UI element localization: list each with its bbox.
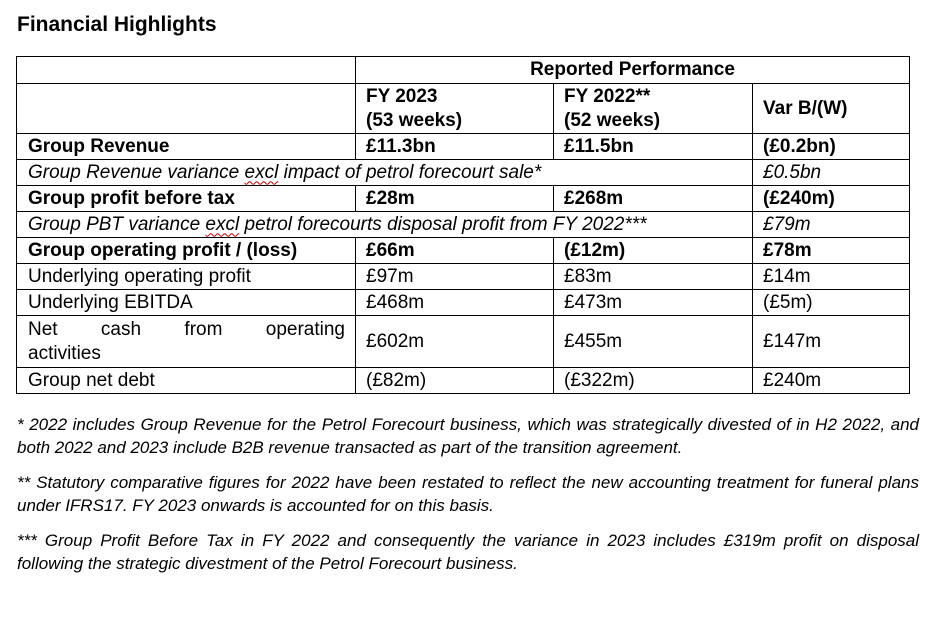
row-label-line2: activities — [28, 342, 101, 364]
table-row — [17, 368, 910, 394]
label-text: Group PBT variance — [28, 213, 206, 235]
row-label: Group net debt — [17, 368, 356, 394]
table-row — [17, 212, 910, 238]
cell-var: £147m — [753, 316, 910, 368]
row-label — [17, 160, 753, 186]
column-header-line2: (52 weeks) — [564, 109, 661, 131]
footnote-1: * 2022 includes Group Revenue for the Petrol Forecourt business, which was strategically divested of in H2 2022, and both 2022 and 2023 include B2B revenue transacted as part of the transition agreement. — [17, 415, 919, 457]
cell-var: £79m — [753, 212, 910, 238]
footnote-3: *** Group Profit Before Tax in FY 2022 and consequently the variance in 2023 includes £319m profit on disposal following the strategic divestment of the Petrol Forecourt business. — [17, 531, 919, 573]
table-row — [17, 316, 910, 368]
row-label: Group Revenue — [17, 134, 356, 160]
spellcheck-word: excl — [205, 213, 240, 235]
header-empty-cell — [17, 57, 356, 84]
cell-fy2023: £66m — [356, 238, 554, 264]
column-header-line2: (53 weeks) — [366, 109, 463, 131]
cell-var: (£240m) — [753, 186, 910, 212]
label-text: petrol forecourts disposal profit from FY 2022*** — [239, 213, 647, 235]
cell-var: (£0.2bn) — [753, 134, 910, 160]
cell-fy2023: (£82m) — [356, 368, 554, 394]
cell-fy2023: £468m — [356, 290, 554, 316]
table-row — [17, 290, 910, 316]
footnote-2: ** Statutory comparative figures for 2022 have been restated to reflect the new accounting treatment for funeral plans under IFRS17. FY 2023 onwards is accounted for on this basis. — [17, 473, 919, 515]
cell-var: (£5m) — [753, 290, 910, 316]
financial-highlights-table — [16, 56, 910, 394]
column-header-row — [17, 84, 910, 134]
cell-fy2022: (£322m) — [554, 368, 753, 394]
cell-fy2022: (£12m) — [554, 238, 753, 264]
cell-fy2022: £455m — [554, 316, 753, 368]
row-label: Underlying operating profit — [17, 264, 356, 290]
footnotes — [17, 413, 919, 575]
column-header-line1: FY 2023 — [366, 85, 438, 107]
reported-performance-header: Reported Performance — [356, 57, 910, 84]
table-header-row — [17, 57, 910, 84]
row-label — [17, 212, 753, 238]
table-row — [17, 264, 910, 290]
table-row — [17, 160, 910, 186]
table-row — [17, 134, 910, 160]
label-text: Group Revenue variance — [28, 161, 245, 183]
cell-fy2022: £473m — [554, 290, 753, 316]
cell-var: £78m — [753, 238, 910, 264]
spellcheck-word: excl — [244, 161, 279, 183]
cell-fy2023: £11.3bn — [356, 134, 554, 160]
column-header-fy2022 — [554, 84, 753, 134]
column-header-fy2023 — [356, 84, 554, 134]
cell-var: £240m — [753, 368, 910, 394]
table-row — [17, 238, 910, 264]
cell-var: £14m — [753, 264, 910, 290]
table-row — [17, 186, 910, 212]
row-label — [17, 316, 356, 368]
cell-fy2023: £97m — [356, 264, 554, 290]
column-header-var: Var B/(W) — [753, 84, 910, 134]
row-label: Group operating profit / (loss) — [17, 238, 356, 264]
cell-fy2023: £28m — [356, 186, 554, 212]
row-label: Underlying EBITDA — [17, 290, 356, 316]
row-label-line1: Net cash from operating — [28, 318, 345, 340]
cell-fy2023: £602m — [356, 316, 554, 368]
cell-fy2022: £11.5bn — [554, 134, 753, 160]
page-title: Financial Highlights — [17, 13, 217, 36]
column-header-line1: FY 2022** — [564, 85, 651, 107]
cell-var: £0.5bn — [753, 160, 910, 186]
label-text: impact of petrol forecourt sale* — [278, 161, 542, 183]
cell-fy2022: £268m — [554, 186, 753, 212]
cell-fy2022: £83m — [554, 264, 753, 290]
header-empty-cell — [17, 84, 356, 134]
row-label: Group profit before tax — [17, 186, 356, 212]
